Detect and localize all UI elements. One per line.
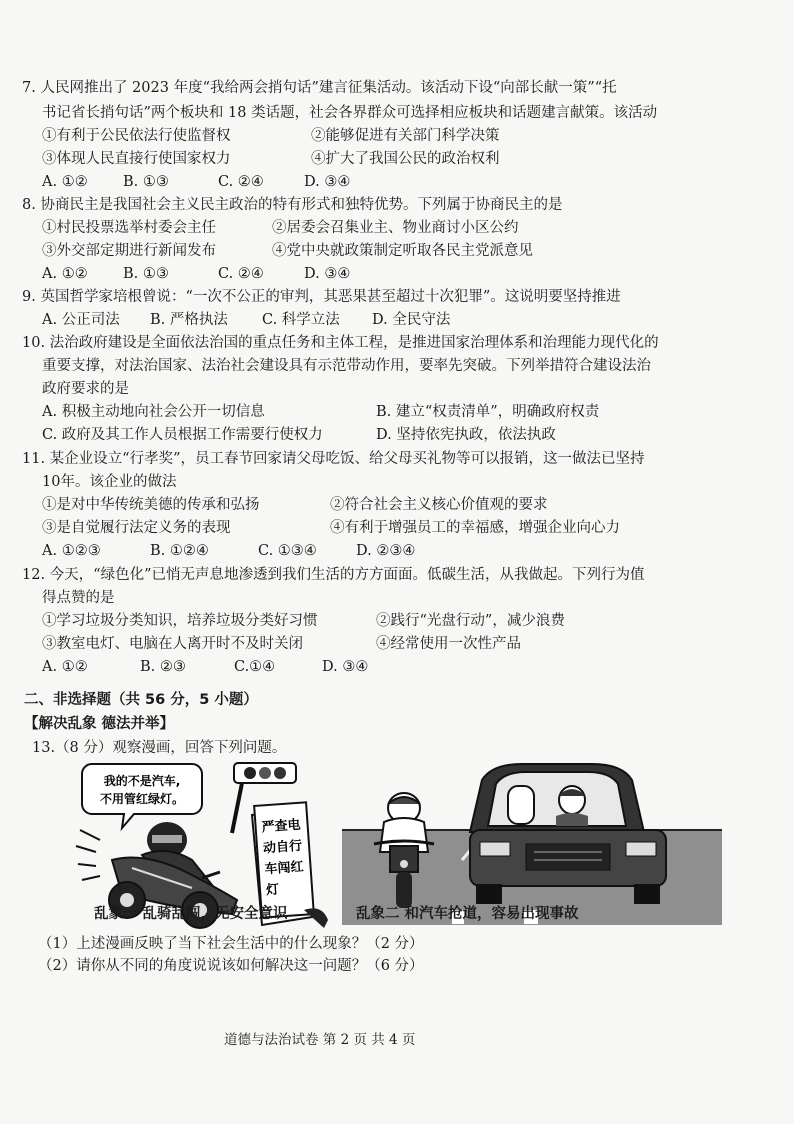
q11-option-b: B. ①②④ — [150, 543, 209, 559]
q12-stem-line-1: 12. 今天，“绿色化”已悄无声息地渗透到我们生活的方方面面。低碳生活，从我做起。下列行为值 — [22, 567, 645, 583]
sign-text-3: 车闯红 — [264, 859, 305, 878]
q12-statement-4: ④经常使用一次性产品 — [376, 636, 521, 652]
q7-statement-2: ②能够促进有关部门科学决策 — [311, 128, 500, 144]
q13-stem: 13.（8 分）观察漫画，回答下列问题。 — [32, 740, 287, 756]
q12-option-d: D. ③④ — [322, 659, 369, 675]
car-icon — [470, 764, 666, 904]
q9-stem: 9. 英国哲学家培根曾说：“一次不公正的审判，其恶果甚至超过十次犯罪”。这说明要坚持推进 — [22, 289, 621, 305]
q7-option-d: D. ③④ — [304, 174, 351, 190]
q11-statement-2: ②符合社会主义核心价值观的要求 — [330, 497, 548, 513]
q9-option-b: B. 严格执法 — [150, 312, 228, 328]
sign-text-4: 灯 — [265, 882, 280, 899]
q12-option-a: A. ①② — [42, 659, 88, 675]
q7-option-b: B. ①③ — [123, 174, 169, 190]
q12-statement-2: ②践行“光盘行动”，减少浪费 — [376, 613, 565, 629]
q8-option-b: B. ①③ — [123, 266, 169, 282]
q10-stem-line-3: 政府要求的是 — [42, 381, 129, 397]
q10-option-c: C. 政府及其工作人员根据工作需要行使权力 — [42, 427, 323, 443]
q8-statement-1: ①村民投票选举村委会主任 — [42, 220, 216, 236]
q12-stem-line-2: 得点赞的是 — [42, 590, 115, 606]
comic-panel-2 — [342, 764, 722, 925]
q8-statement-2: ②居委会召集业主、物业商讨小区公约 — [272, 220, 519, 236]
q13-sub-question-2: （2）请你从不同的角度说说该如何解决这一问题？（6 分） — [38, 958, 424, 974]
q7-statement-3: ③体现人民直接行使国家权力 — [42, 151, 231, 167]
comic-caption-2: 乱象二 和汽车抢道，容易出现事故 — [356, 905, 579, 922]
page-footer: 道德与法治试卷 第 2 页 共 4 页 — [224, 1032, 416, 1048]
q8-statement-4: ④党中央就政策制定听取各民主党派意见 — [272, 243, 533, 259]
bubble-text-1: 我的不是汽车, — [103, 774, 181, 788]
q11-statement-1: ①是对中华传统美德的传承和弘扬 — [42, 497, 260, 513]
q11-stem-line-1: 11. 某企业设立“行孝奖”，员工春节回家请父母吃饭、给父母买礼物等可以报销，这一做法已坚持 — [22, 451, 645, 467]
section-2-theme: 【解决乱象 德法并举】 — [24, 716, 175, 732]
q11-option-a: A. ①②③ — [42, 543, 101, 559]
section-2-title: 二、非选择题（共 56 分，5 小题） — [24, 692, 258, 708]
q10-stem-line-2: 重要支撑，对法治国家、法治社会建设具有示范带动作用，要率先突破。下列举措符合建设法治 — [42, 358, 651, 374]
q8-option-d: D. ③④ — [304, 266, 351, 282]
comic-caption-1: 乱象一 乱骑乱闯，无安全意识 — [94, 905, 288, 922]
q12-option-c: C.①④ — [234, 659, 276, 675]
q9-option-d: D. 全民守法 — [372, 312, 451, 328]
q8-statement-3: ③外交部定期进行新闻发布 — [42, 243, 216, 259]
q7-statement-1: ①有利于公民依法行使监督权 — [42, 128, 231, 144]
q7-stem-line-2: 书记省长捎句话”两个板块和 18 类话题，社会各界群众可选择相应板块和话题建言献策。该活动 — [42, 105, 658, 121]
q7-option-a: A. ①② — [42, 174, 88, 190]
sign-text-2: 动自行 — [262, 838, 303, 857]
q7-statement-4: ④扩大了我国公民的政治权利 — [311, 151, 500, 167]
q11-statement-3: ③是自觉履行法定义务的表现 — [42, 520, 231, 536]
q11-statement-4: ④有利于增强员工的幸福感，增强企业向心力 — [330, 520, 620, 536]
q11-option-c: C. ①③④ — [258, 543, 317, 559]
sign-text-1: 严查电 — [261, 817, 302, 836]
q10-option-a: A. 积极主动地向社会公开一切信息 — [42, 404, 265, 420]
q12-statement-3: ③教室电灯、电脑在人离开时不及时关闭 — [42, 636, 303, 652]
q13-sub-question-1: （1）上述漫画反映了当下社会生活中的什么现象？（2 分） — [38, 936, 424, 952]
q10-stem-line-1: 10. 法治政府建设是全面依法治国的重点任务和主体工程，是推进国家治理体系和治理能力现代化的 — [22, 335, 659, 351]
q9-option-a: A. 公正司法 — [42, 312, 120, 328]
bubble-text-2: 不用管红绿灯。 — [99, 792, 185, 806]
q10-option-d: D. 坚持依宪执政，依法执政 — [376, 427, 556, 443]
q8-option-a: A. ①② — [42, 266, 88, 282]
q12-statement-1: ①学习垃圾分类知识，培养垃圾分类好习惯 — [42, 613, 318, 629]
q7-option-c: C. ②④ — [218, 174, 264, 190]
q8-stem: 8. 协商民主是我国社会主义民主政治的特有形式和独特优势。下列属于协商民主的是 — [22, 197, 563, 213]
q11-option-d: D. ②③④ — [356, 543, 416, 559]
q7-stem-line-1: 7. 人民网推出了 2023 年度“我给两会捎句话”建言征集活动。该活动下设“向部长献一策”“托 — [22, 80, 617, 96]
speed-lines — [76, 830, 100, 880]
q10-option-b: B. 建立“权责清单”，明确政府权责 — [376, 404, 600, 420]
q11-stem-line-2: 10年。该企业的做法 — [42, 474, 177, 490]
q9-option-c: C. 科学立法 — [262, 312, 340, 328]
q8-option-c: C. ②④ — [218, 266, 264, 282]
q12-option-b: B. ②③ — [140, 659, 186, 675]
